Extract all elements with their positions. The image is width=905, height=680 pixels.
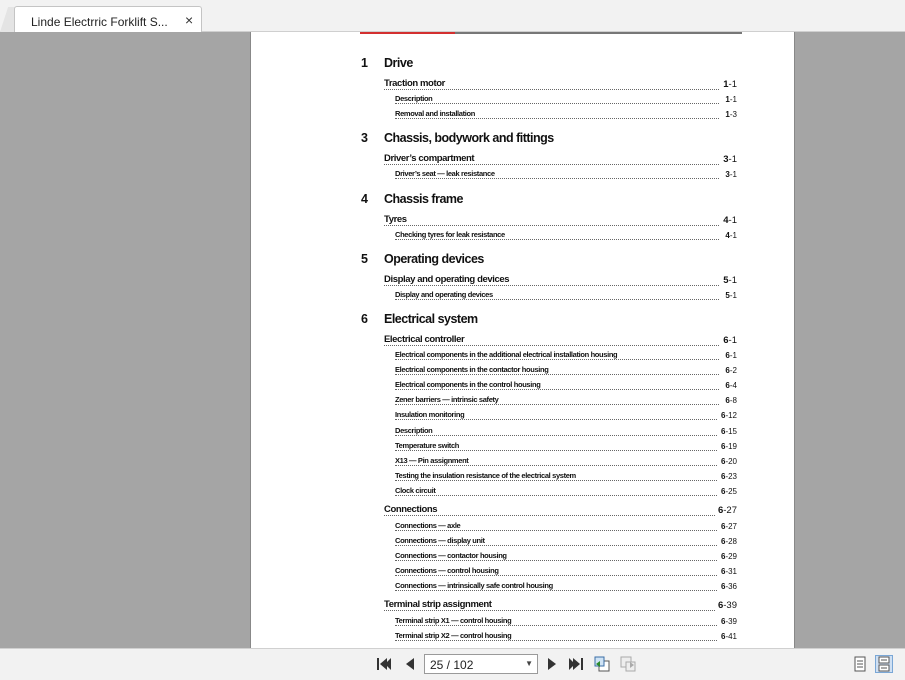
- single-page-view-icon[interactable]: [852, 656, 868, 672]
- dot-leader: [395, 530, 719, 531]
- page-number: -8: [729, 396, 737, 406]
- toc-entry-label[interactable]: Temperature switch: [395, 441, 463, 450]
- toc-page-ref: [718, 442, 737, 451]
- toc-section-heading: [251, 131, 794, 145]
- toc-entry-label[interactable]: Checking tyres for leak resistance: [395, 230, 509, 239]
- toc-entry-label[interactable]: Terminal strip assignment: [384, 599, 496, 610]
- close-icon[interactable]: ×: [185, 12, 194, 28]
- toc-subentry[interactable]: [251, 520, 794, 534]
- dot-leader: [395, 625, 719, 626]
- page-number: -23: [725, 471, 737, 481]
- page-number: -36: [725, 581, 737, 591]
- toc-entry-label[interactable]: Connections: [384, 504, 441, 515]
- chapter-number: 6: [720, 536, 726, 546]
- toc-subentry[interactable]: [251, 168, 794, 182]
- page-number: -1: [728, 154, 737, 166]
- toc-page-ref: [720, 79, 737, 90]
- page-number: -1: [729, 351, 737, 360]
- toc-page-ref: [718, 522, 737, 531]
- toc-page-ref: [718, 472, 737, 481]
- section-number: 1: [361, 56, 368, 70]
- dot-leader: [384, 225, 719, 226]
- dot-leader: [395, 640, 719, 641]
- page-number: -25: [725, 486, 737, 496]
- toc-entry-label[interactable]: Connections — intrinsically safe control housing: [395, 581, 557, 590]
- section-number: 4: [361, 191, 368, 206]
- toc-entry-label[interactable]: Connections — control housing: [395, 566, 503, 575]
- chapter-number: 3: [725, 170, 730, 180]
- page-number: -1: [728, 214, 737, 226]
- toc-entry[interactable]: [251, 334, 794, 348]
- section-number: 3: [361, 131, 368, 146]
- toc-entry-label[interactable]: Tyres: [384, 214, 411, 225]
- toc-subentry[interactable]: [251, 615, 794, 629]
- dot-leader: [384, 89, 719, 90]
- dot-leader: [395, 374, 719, 375]
- toc-subentry[interactable]: [251, 580, 794, 594]
- toc-page-ref: [720, 275, 737, 286]
- toc-page-ref: [722, 95, 737, 104]
- chapter-number: 6: [723, 334, 729, 346]
- dot-leader: [395, 239, 719, 240]
- next-view-icon[interactable]: [620, 656, 636, 672]
- dot-leader: [395, 480, 719, 481]
- chapter-number: 6: [720, 521, 726, 531]
- toc-page-ref: [718, 487, 737, 496]
- page-number: -29: [725, 551, 737, 561]
- toc-section-heading: [251, 56, 794, 70]
- toc-subentry[interactable]: [251, 394, 794, 408]
- page-number: -12: [725, 411, 737, 421]
- toc-subentry[interactable]: [251, 379, 794, 393]
- toc-subentry[interactable]: [251, 425, 794, 439]
- toc-entry[interactable]: [251, 153, 794, 167]
- dot-leader: [395, 560, 719, 561]
- toc-entry-label[interactable]: Electrical controller: [384, 334, 468, 345]
- toc-page-ref: [715, 505, 737, 516]
- chapter-number: 6: [720, 456, 726, 466]
- page-number: -1: [729, 170, 737, 180]
- dot-leader: [395, 575, 719, 576]
- page-number: -39: [723, 600, 737, 612]
- page-number: -2: [729, 366, 737, 376]
- toc-page-ref: [720, 154, 737, 165]
- dot-leader: [384, 515, 719, 516]
- toc-section-heading: [251, 252, 794, 266]
- toc-entry-label[interactable]: Testing the insulation resistance of the electrical system: [395, 471, 580, 480]
- dot-leader: [395, 545, 719, 546]
- tab-title: Linde Electrric Forklift S...: [31, 15, 168, 29]
- toc-entry[interactable]: [251, 274, 794, 288]
- dot-leader: [395, 590, 719, 591]
- toc-entry-label[interactable]: Terminal strip X1 — control housing: [395, 616, 515, 625]
- toc-entry-label[interactable]: Connections — contactor housing: [395, 551, 511, 560]
- last-page-icon[interactable]: [568, 657, 584, 671]
- toc-section-heading: [251, 192, 794, 206]
- toc-subentry[interactable]: [251, 364, 794, 378]
- page-number: -1: [729, 230, 737, 240]
- chapter-number: 5: [725, 290, 730, 300]
- toc-page-ref: [718, 552, 737, 561]
- toc-entry-label[interactable]: X13 — Pin assignment: [395, 456, 472, 465]
- chapter-number: 1: [725, 95, 730, 105]
- page-number: -1: [728, 274, 737, 286]
- toc-subentry[interactable]: [251, 470, 794, 484]
- chapter-number: 6: [720, 486, 726, 496]
- dot-leader: [395, 389, 719, 390]
- toc-subentry[interactable]: [251, 409, 794, 423]
- toc-page-ref: [718, 582, 737, 591]
- toc-page-ref: [718, 427, 737, 436]
- next-page-icon[interactable]: [544, 657, 560, 671]
- chapter-number: 6: [720, 566, 726, 576]
- page-number: -4: [729, 381, 737, 391]
- dot-leader: [384, 345, 719, 346]
- chapter-number: 6: [725, 366, 730, 376]
- toc-entry-label[interactable]: Connections — display unit: [395, 536, 489, 545]
- dot-leader: [395, 419, 719, 420]
- toc-page-ref: [722, 366, 737, 375]
- page-number: -1: [728, 334, 737, 346]
- page-number-select[interactable]: [424, 654, 538, 674]
- section-title[interactable]: Chassis frame: [384, 191, 463, 206]
- tab-bar: [0, 0, 905, 32]
- toc-page-ref: [722, 291, 737, 300]
- chapter-number: 4: [723, 214, 729, 226]
- toc-subentry[interactable]: [251, 630, 794, 644]
- header-rule-accent: [360, 32, 455, 34]
- toc-page-ref: [722, 381, 737, 390]
- toc-page-ref: [722, 110, 737, 119]
- document-tab[interactable]: [14, 6, 202, 33]
- chapter-number: 6: [720, 616, 726, 626]
- toc-page-ref: [718, 457, 737, 466]
- dot-leader: [395, 495, 719, 496]
- section-title[interactable]: Electrical system: [384, 311, 478, 326]
- chapter-number: 6: [720, 581, 726, 591]
- toc-page-ref: [722, 231, 737, 240]
- toc-subentry[interactable]: [251, 485, 794, 499]
- toc-entry[interactable]: [251, 599, 794, 613]
- chapter-number: 6: [717, 600, 724, 612]
- chapter-number: 1: [725, 110, 730, 120]
- toc-entry-label[interactable]: Driver’s compartment: [384, 153, 478, 164]
- toc-entry-label[interactable]: Display and operating devices: [384, 274, 513, 285]
- toc-subentry[interactable]: [251, 440, 794, 454]
- toc-page-ref: [715, 600, 737, 611]
- chapter-number: 6: [720, 551, 726, 561]
- toc-page-ref: [722, 170, 737, 179]
- toc-entry[interactable]: [251, 78, 794, 92]
- toc-entry[interactable]: [251, 214, 794, 228]
- toc-subentry[interactable]: [251, 550, 794, 564]
- toc-page-ref: [718, 567, 737, 576]
- page-indicator: 25 / 102: [430, 658, 474, 672]
- toc-subentry[interactable]: [251, 565, 794, 579]
- chapter-number: 6: [720, 411, 726, 421]
- page-number: -20: [725, 456, 737, 466]
- toc-subentry[interactable]: [251, 108, 794, 122]
- dot-leader: [395, 299, 719, 300]
- page-number: -27: [723, 505, 737, 517]
- toc-entry-label[interactable]: Driver’s seat — leak resistance: [395, 169, 499, 178]
- toc-entry-label[interactable]: Electrical components in the additional electrical installation housing: [395, 350, 621, 359]
- toc-entry[interactable]: [251, 504, 794, 518]
- toc-page-ref: [720, 335, 737, 346]
- toc-entry-label[interactable]: Insulation monitoring: [395, 410, 468, 419]
- toc-page-ref: [720, 215, 737, 226]
- dot-leader: [395, 359, 719, 360]
- dropdown-arrow-icon: ▼: [525, 659, 533, 668]
- toc-entry-label[interactable]: Terminal strip X2 — control housing: [395, 631, 515, 640]
- dot-leader: [384, 164, 719, 165]
- toc-page-ref: [718, 411, 737, 420]
- page-number: -39: [725, 616, 737, 626]
- toc-subentry[interactable]: [251, 455, 794, 469]
- dot-leader: [395, 103, 719, 104]
- toc-subentry[interactable]: [251, 229, 794, 243]
- dot-leader: [395, 118, 719, 119]
- toc-entry-label[interactable]: Traction motor: [384, 78, 449, 89]
- toc-subentry[interactable]: [251, 535, 794, 549]
- toc-entry-label[interactable]: Description: [395, 94, 436, 103]
- page-number: -3: [729, 110, 737, 120]
- continuous-view-icon[interactable]: [876, 656, 892, 672]
- toc-page-ref: [718, 537, 737, 546]
- dot-leader: [395, 178, 719, 179]
- toc-entry-label[interactable]: Connections — axle: [395, 521, 464, 530]
- dot-leader: [395, 435, 719, 436]
- dot-leader: [384, 285, 719, 286]
- page-number: -1: [729, 290, 737, 300]
- toc-section-heading: [251, 312, 794, 326]
- dot-leader: [395, 450, 719, 451]
- document-viewer[interactable]: [0, 32, 905, 648]
- chapter-number: 6: [725, 381, 730, 391]
- section-number: 5: [361, 251, 368, 266]
- toc-page-ref: [722, 351, 737, 360]
- section-number: 6: [361, 311, 368, 326]
- page-number: -41: [725, 631, 737, 641]
- previous-view-icon[interactable]: [594, 656, 610, 672]
- chapter-number: 6: [725, 351, 730, 360]
- chapter-number: 4: [725, 230, 730, 240]
- toc-entry-label[interactable]: Removal and installation: [395, 109, 479, 118]
- toc-entry-label[interactable]: Display and operating devices: [395, 290, 497, 299]
- page-number: -15: [725, 426, 737, 436]
- toc-entry-label[interactable]: Zener barriers — intrinsic safety: [395, 395, 503, 404]
- dot-leader: [395, 404, 719, 405]
- pdf-page: [250, 32, 795, 648]
- dot-leader: [384, 610, 719, 611]
- chapter-number: 3: [723, 154, 729, 166]
- toc-page-ref: [718, 617, 737, 626]
- toc-subentry[interactable]: [251, 93, 794, 107]
- toc-page-ref: [718, 632, 737, 641]
- chapter-number: 6: [720, 631, 726, 641]
- toc-subentry[interactable]: [251, 349, 794, 363]
- status-bar: [0, 648, 905, 680]
- page-number: -19: [725, 441, 737, 451]
- chapter-number: 6: [720, 426, 726, 436]
- section-title[interactable]: Drive: [384, 56, 413, 70]
- chapter-number: 1: [723, 79, 729, 90]
- toc-subentry[interactable]: [251, 289, 794, 303]
- toc-entry-label[interactable]: Electrical components in the contactor housing: [395, 365, 553, 374]
- page-number: -1: [728, 79, 737, 90]
- previous-page-icon[interactable]: [402, 657, 418, 671]
- dot-leader: [395, 465, 719, 466]
- page-number: -31: [725, 566, 737, 576]
- page-number: -27: [725, 521, 737, 531]
- toc-entry-label[interactable]: Clock circuit: [395, 486, 439, 495]
- chapter-number: 5: [723, 274, 729, 286]
- chapter-number: 6: [717, 505, 724, 517]
- chapter-number: 6: [720, 441, 726, 451]
- header-rule: [360, 32, 742, 34]
- toc-page-ref: [722, 396, 737, 405]
- page-number: -28: [725, 536, 737, 546]
- chapter-number: 6: [725, 396, 730, 406]
- section-title[interactable]: Chassis, bodywork and fittings: [384, 131, 554, 146]
- toc-entry-label[interactable]: Description: [395, 426, 436, 435]
- toc-entry-label[interactable]: Electrical components in the control housing: [395, 380, 544, 389]
- first-page-icon[interactable]: [376, 657, 392, 671]
- chapter-number: 6: [720, 471, 726, 481]
- section-title[interactable]: Operating devices: [384, 251, 484, 266]
- page-number: -1: [729, 95, 737, 105]
